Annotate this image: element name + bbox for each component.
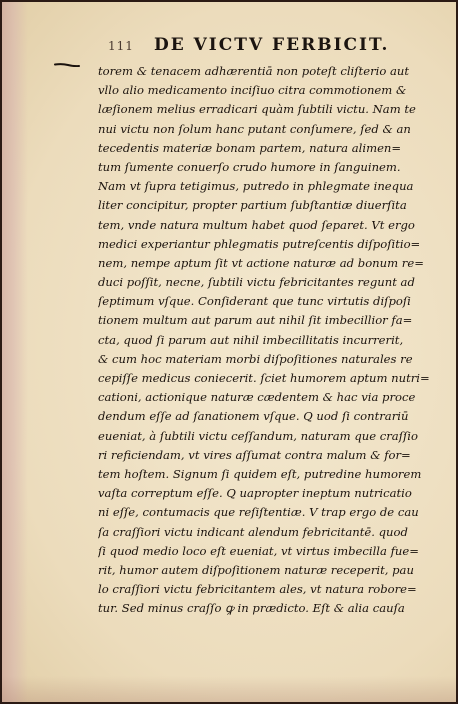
text-line: cta, quod ſi parum aut nihil imbecillitatis incurrerit, <box>98 332 404 347</box>
text-line: nui victu non ſolum hanc putant conſumere, ſed & an <box>98 121 411 136</box>
text-line: cepiſſe medicus coniecerit. ſciet humorem aptum nutri= <box>98 371 430 385</box>
text-line: tum ſumente conuerſo crudo humore in ſanguinem. <box>98 159 401 174</box>
folio-number: 111 <box>108 39 134 53</box>
text-line: tionem multum aut parum aut nihil ſit imbecillior fa= <box>98 313 413 328</box>
text-line: eueniat, à ſubtili victu ceſſandum, naturam que craſſio <box>98 428 418 443</box>
running-title: DE VICTV FERBICIT. <box>154 35 390 55</box>
text-line: nem, nempe aptum ſit vt actione naturæ ad bonum re= <box>98 255 424 270</box>
text-line: ſi quod medio loco eſt eueniat, vt virtus imbecilla fue= <box>98 543 419 558</box>
text-line: tecedentis materiæ bonam partem, natura alimen= <box>98 140 402 155</box>
text-line: cationi, actionique naturæ cædentem & hac via proce <box>98 390 416 405</box>
text-line: liter concipitur, propter partium ſubſtantiæ diuerſita <box>98 198 407 213</box>
page-header <box>94 35 394 57</box>
text-line: tur. Sed minus craſſo ꝙ in prædicto. Eſt & alia cauſa <box>98 601 405 616</box>
text-line: ri reficiendam, vt vires aſſumat contra malum & for= <box>98 447 411 462</box>
text-line: dendum eſſe ad ſanationem vſque. Q uod ſi contrariū <box>98 409 409 424</box>
text-line: ſeptimum vſque. Conſiderant que tunc virtutis diſpoſi <box>98 294 411 309</box>
text-line: ſa craſſiori victu indicant alendum febricitantē. quod <box>98 524 408 539</box>
text-line: læſionem melius erradicari quàm ſubtili victu. Nam te <box>98 102 416 117</box>
text-line: lo craſſiori victu febricitantem ales, vt natura robore= <box>98 582 417 597</box>
page-edge-stain <box>2 2 28 702</box>
text-line: ni eſſe, contumacis que reſiſtentiæ. V trap ergo de cau <box>98 505 419 520</box>
body-text <box>98 62 432 618</box>
book-page <box>2 2 456 702</box>
text-line: tem, vnde natura multum habet quod ſeparet. Vt ergo <box>98 217 415 232</box>
text-line: vaſta correptum eſſe. Q uapropter ineptum nutricatio <box>98 486 412 501</box>
text-line: & cum hoc materiam morbi diſpoſitiones naturales re <box>98 351 413 366</box>
ink-dash-mark <box>54 63 80 67</box>
text-line: tem hoſtem. Signum ſi quidem eſt, putredine humorem <box>98 466 422 481</box>
text-line: rit, humor autem diſpoſitionem naturæ receperit, pau <box>98 562 414 577</box>
text-line: medici experiantur phlegmatis putreſcentis diſpoſitio= <box>98 236 421 251</box>
text-line: torem & tenacem adhærentiā non poteſt cliſterio aut <box>98 64 410 78</box>
text-line: Nam vt ſupra tetigimus, putredo in phlegmate inequa <box>98 179 414 194</box>
text-line: vllo alio medicamento inciſiuo citra commotionem & <box>98 83 407 98</box>
page-bottom-shadow <box>2 676 456 702</box>
text-line: duci poſſit, necne, ſubtili victu febricitantes regunt ad <box>98 275 415 290</box>
